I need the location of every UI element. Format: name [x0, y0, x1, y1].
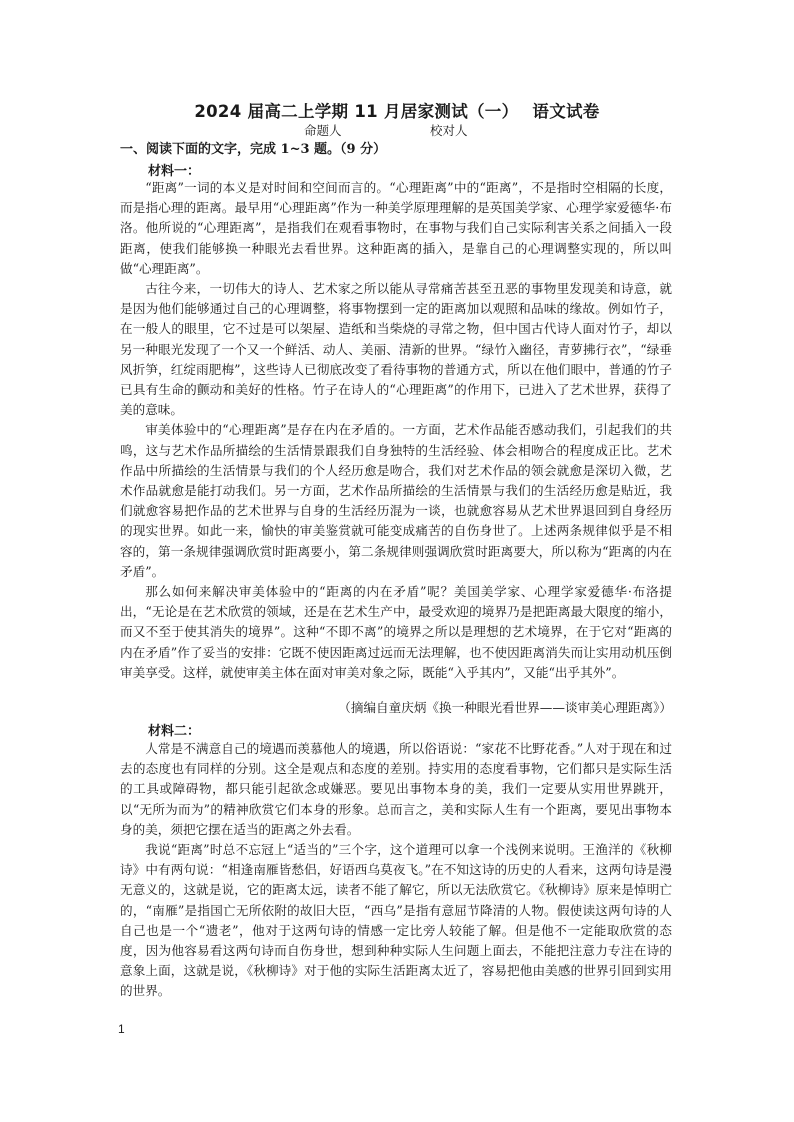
page-title — [0, 98, 794, 122]
section-heading: 一、阅读下面的文字，完成 1~3 题。（9 分） — [120, 142, 387, 157]
page-number: 1 — [118, 1022, 125, 1036]
material1-label: 材料一： — [148, 164, 201, 179]
material2-body — [120, 739, 672, 1002]
paragraph: 古往今来，一切伟大的诗人、艺术家之所以能从寻常痛苦甚至丑恶的事物里发现美和诗意，就是因为他们能够通过自己的心理调整，将事物摆到一定的距离加以观照和品味的缘故。例如竹子，在一般人的眼里，它不过是可以架屋、造纸和当柴烧的寻常之物，但中国古代诗人面对竹子，却以另一种眼光发现了一个又一个鲜活、动人、美丽、清新的世界。“绿竹入幽径，青萝拂行衣”，“绿垂风折笋，红绽雨肥梅”，这些诗人已彻底改变了看待事物的普通方式，所以在他们眼中，普通的竹子已具有生命的颤动和美好的性格。竹子在诗人的“心理距离”的作用下，已进入了艺术世界，获得了美的意味。 — [120, 281, 672, 418]
proofreader-label: 校对人 — [430, 123, 468, 138]
paragraph: 人常是不满意自己的境遇而羡慕他人的境遇，所以俗语说：“家花不比野花香。”人对于现在和过去的态度也有同样的分别。这全是观点和态度的差别。持实用的态度看事物，它们都只是实际生活的工具或障碍物，都只能引起欲念或嫌恶。要见出事物本身的美，我们一定要从实用世界跳开，以“无所为而为”的精神欣赏它们本身的形象。总而言之，美和实际人生有一个距离，要见出事物本身的美，须把它摆在适当的距离之外去看。 — [120, 741, 672, 837]
paragraph: 那么如何来解决审美体验中的“距离的内在矛盾”呢？美国美学家、心理学家爱德华·布洛提出，“无论是在艺术欣赏的领域，还是在艺术生产中，最受欢迎的境界乃是把距离最大限度的缩小，而又不至于使其消失的境界”。这种“不即不离”的境界之所以是理想的艺术境界，在于它对“距离的内在矛盾”作了妥当的安排：它既不使因距离过远而无法理解，也不使因距离消失而让实用动机压倒审美享受。这样，就使审美主体在面对审美对象之际，既能“入乎其内”，又能“出乎其外”。 — [120, 584, 672, 680]
title-main: 2024 届高二上学期 11 月居家测试（一） — [194, 102, 519, 121]
title-subject: 语文试卷 — [532, 102, 600, 121]
paragraph: 我说“距离”时总不忘冠上“适当的”三个字，这个道理可以拿一个浅例来说明。王渔洋的《秋柳诗》中有两句说：“相逢南雁皆愁侣，好语西乌莫夜飞。”在不知这诗的历史的人看来，这两句诗是漫无意义的，这就是说，它的距离太远，读者不能了解它，所以无法欣赏它。《秋柳诗》原来是悼明亡的，“南雁”是指国亡无所依附的故旧大臣，“西乌”是指有意屈节降清的人物。假使读这两句诗的人自己也是一个“遗老”，他对于这两句诗的情感一定比旁人较能了解。但是他不一定能取欣赏的态度，因为他容易看这两句诗而自伤身世，想到种种实际人生问题上面去，不能把注意力专注在诗的意象上面，这就是说，《秋柳诗》对于他的实际生活距离太近了，容易把他由美感的世界引回到实用的世界。 — [120, 842, 672, 999]
material1-body — [120, 178, 672, 683]
paragraph: “距离”一词的本义是对时间和空间而言的。“心理距离”中的“距离”，不是指时空相隔的长度，而是指心理的距离。最早用“心理距离”作为一种美学原理理解的是英国美学家、心理学家爱德华·布洛。他所说的“心理距离”，是指我们在观看事物时，在事物与我们自己实际利害关系之间插入一段距离，使我们能够换一种眼光去看世界。这种距离的插入，是靠自己的心理调整实现的，所以叫做“心理距离”。 — [120, 180, 672, 276]
material2-label: 材料二： — [148, 724, 201, 739]
paragraph: 审美体验中的“心理距离”是存在内在矛盾的。一方面，艺术作品能否感动我们，引起我们的共鸣，这与艺术作品所描绘的生活情景跟我们自身独特的生活经验、体会相吻合的程度成正比。艺术作品中所描绘的生活情景与我们的个人经历愈是吻合，我们对艺术作品的领会就愈是深切入微，艺术作品就愈是能打动我们。另一方面，艺术作品所描绘的生活情景与我们的生活经历愈是贴近，我们就愈容易把作品的艺术世界与自身的生活经历混为一谈，也就愈容易从艺术世界退回到自身经历的现实世界。如此一来，愉快的审美鉴赏就可能变成痛苦的自伤身世了。上述两条规律似乎是不相容的，第一条规律强调欣赏时距离要小，第二条规律则强调欣赏时距离要大，所以称为“距离的内在矛盾”。 — [120, 422, 672, 579]
material1-source: （摘编自童庆炳《换一种眼光看世界——谈审美心理距离》） — [338, 700, 672, 715]
author-label: 命题人 — [304, 123, 342, 138]
